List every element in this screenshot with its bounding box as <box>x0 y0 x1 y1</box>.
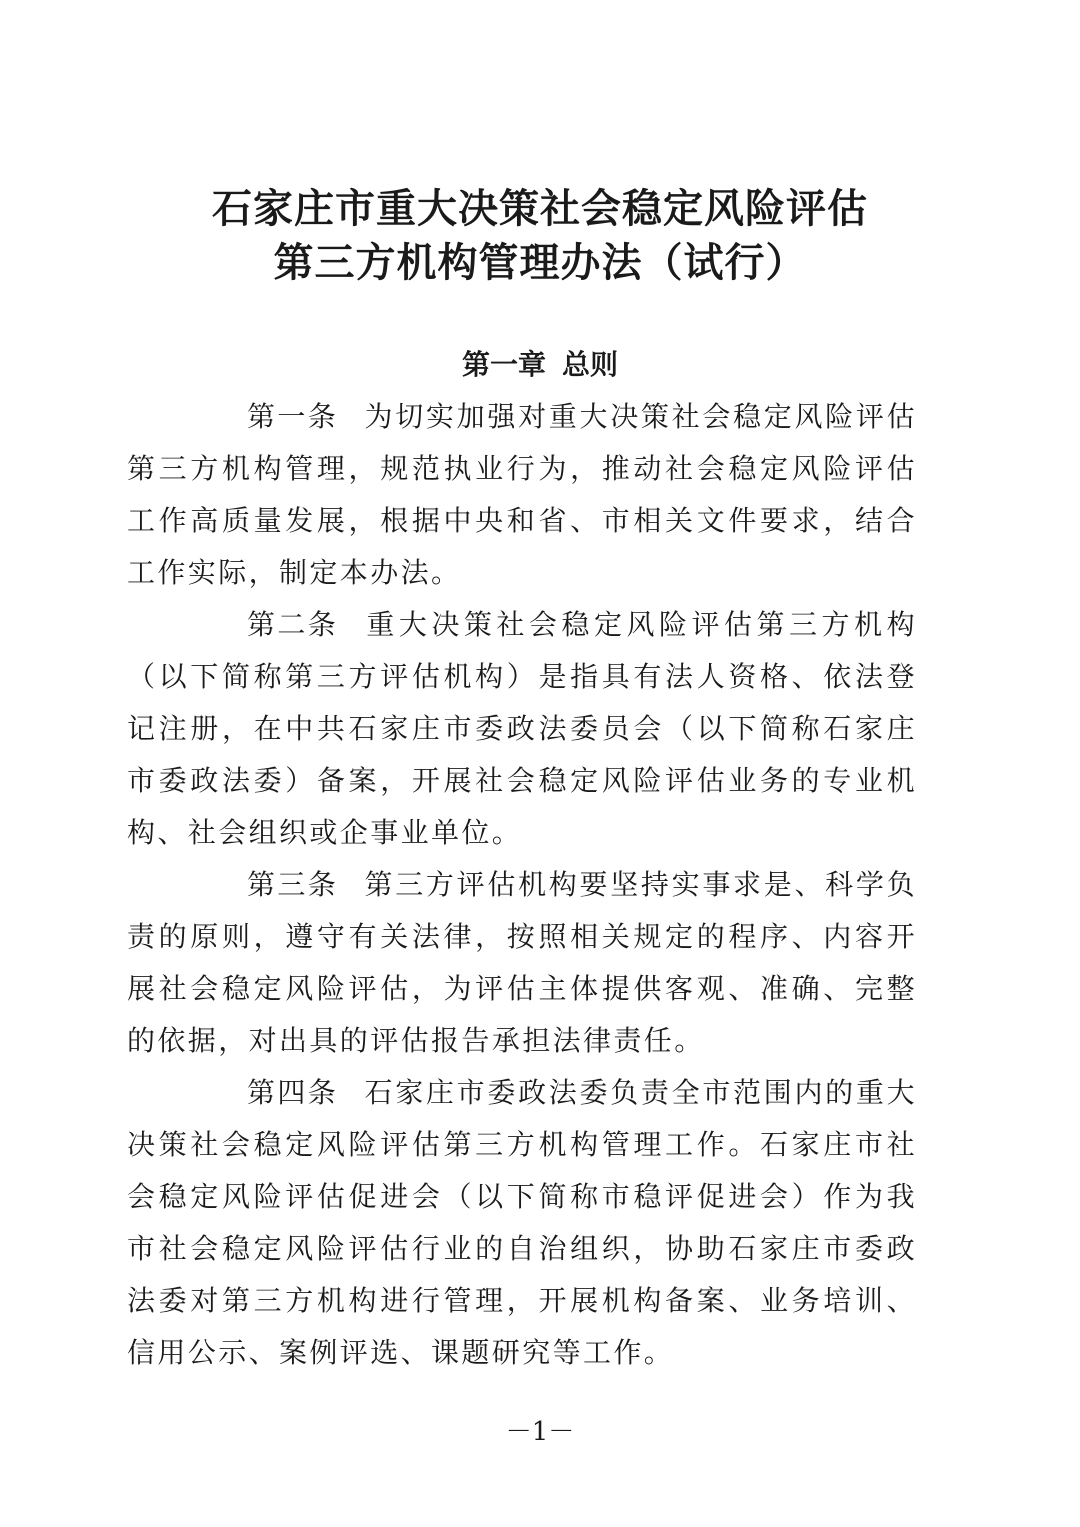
title-line-2: 第三方机构管理办法（试行） <box>273 240 807 286</box>
article-text: 重大决策社会稳定风险评估第三方机构（以下简称第三方评估机构）是指具有法人资格、依法登记注册，在中共石家庄市委政法委员会（以下简称石家庄市委政法委）备案，开展社会稳定风险评估业务的专业机构、社会组织或企事业单位。 <box>127 608 917 849</box>
article-label: 第三条 <box>247 868 339 901</box>
article-1 <box>127 391 917 599</box>
article-label: 第四条 <box>247 1076 339 1109</box>
chapter-heading <box>0 341 1080 389</box>
article-text: 为切实加强对重大决策社会稳定风险评估第三方机构管理，规范执业行为，推动社会稳定风险评估工作高质量发展，根据中央和省、市相关文件要求，结合工作实际，制定本办法。 <box>127 400 917 589</box>
document-body <box>127 391 917 1379</box>
article-text: 石家庄市委政法委负责全市范围内的重大决策社会稳定风险评估第三方机构管理工作。石家庄市社会稳定风险评估促进会（以下简称市稳评促进会）作为我市社会稳定风险评估行业的自治组织，协助石家庄市委政法委对第三方机构进行管理，开展机构备案、业务培训、信用公示、案例评选、课题研究等工作。 <box>127 1076 917 1369</box>
article-text: 第三方评估机构要坚持实事求是、科学负责的原则，遵守有关法律，按照相关规定的程序、内容开展社会稳定风险评估，为评估主体提供客观、准确、完整的依据，对出具的评估报告承担法律责任。 <box>127 868 917 1057</box>
article-3 <box>127 859 917 1067</box>
article-4 <box>127 1067 917 1379</box>
title-line-1: 石家庄市重大决策社会稳定风险评估 <box>212 186 868 232</box>
article-label: 第一条 <box>247 400 339 433</box>
document-title <box>0 182 1080 290</box>
chapter-name: 总则 <box>562 348 619 381</box>
article-label: 第二条 <box>247 608 339 641</box>
article-2 <box>127 599 917 859</box>
page-number: －1－ <box>505 1417 575 1447</box>
chapter-number: 第一章 <box>461 348 546 381</box>
